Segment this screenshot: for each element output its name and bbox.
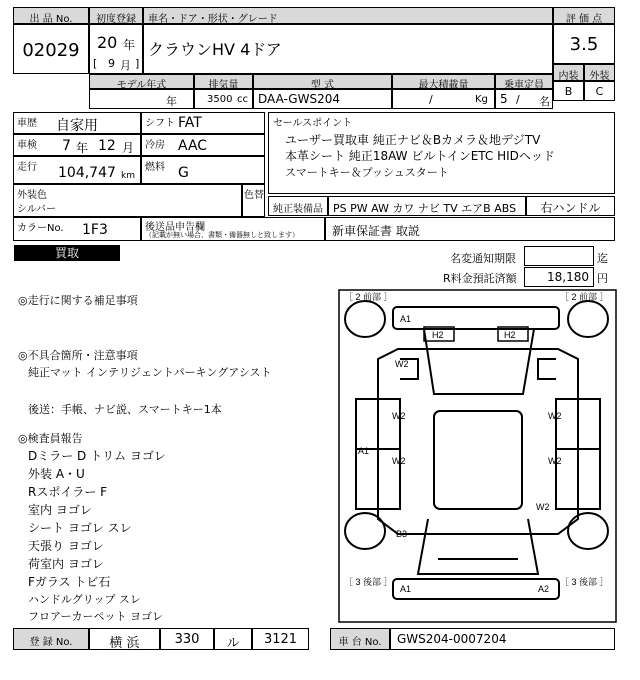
shift-label: シフト [145, 118, 175, 129]
ac-cell [141, 134, 265, 156]
rating-value: 3.5 [569, 34, 599, 55]
reg-class: 330 [174, 632, 200, 647]
damage-mark: A1 [400, 584, 412, 594]
inspection-label: 車検 [17, 140, 37, 151]
interior-grade-cell [553, 81, 584, 101]
interior-grade: B [564, 85, 573, 98]
reg-number: 3121 [263, 632, 298, 647]
lot-label-cell [13, 7, 89, 24]
inspector-header: ◎検査員報告 [18, 432, 83, 445]
lot-number: 02029 [22, 40, 80, 61]
steering-value: 右ハンドル [540, 201, 601, 215]
reg-month-close: ] [135, 57, 140, 70]
model-header-cell [143, 7, 553, 24]
damage-mark: W2 [392, 411, 406, 421]
damage-mark: W2 [548, 411, 562, 421]
fuel-cell [141, 156, 265, 184]
ac-label: 冷房 [145, 140, 165, 151]
first-reg-label-cell [89, 7, 143, 24]
inspector-line: 天張り ヨゴレ [28, 539, 104, 553]
damage-mark: H2 [504, 330, 516, 340]
inspection-year: 7 [62, 138, 71, 154]
reg-region-cell [89, 628, 160, 650]
load-cell [392, 89, 495, 109]
lot-number-cell [13, 24, 89, 74]
equipment-value-cell [328, 196, 526, 216]
type-label-cell [253, 74, 392, 89]
chassis-value: GWS204-0007204 [397, 632, 507, 646]
reg-year-unit: 年 [123, 38, 136, 52]
color-label: 外装色 [17, 190, 47, 201]
reg-class-cell [160, 628, 214, 650]
corner-rear-left: ［ 3 後部 ］ [344, 577, 393, 587]
sales-points-box [268, 112, 615, 194]
deadline-label: 名変通知期限 [450, 252, 516, 265]
exterior-grade: C [595, 85, 604, 98]
fuel-value: G [178, 165, 189, 181]
equipment-value: PS PW AW カワ ナビ TV エアB ABS [333, 202, 517, 215]
corner-rear-right: ［ 3 後部 ］ [560, 577, 609, 587]
inspection-cell [13, 134, 141, 156]
shift-cell [141, 112, 265, 134]
inspector-line: 荷室内 ヨゴレ [28, 557, 104, 571]
lot-label: 出 品 No. [29, 14, 73, 25]
displacement-value: 3500 [207, 94, 233, 105]
mileage-value: 104,747 [58, 165, 116, 181]
inspector-line: Dミラー D トリム ヨゴレ [28, 449, 166, 463]
chassis-label-cell [330, 628, 390, 650]
warranty-value: 新車保証書 取説 [332, 224, 420, 238]
inspector-line: 室内 ヨゴレ [28, 503, 92, 517]
model-name-cell [143, 24, 553, 74]
ac-value: AAC [178, 138, 208, 154]
damage-mark: W2 [548, 456, 562, 466]
first-reg-label: 初度登録 [96, 14, 136, 25]
inspector-line: Fガラス トビ石 [28, 575, 111, 589]
driving-notes-header: ◎走行に関する補足事項 [18, 294, 138, 307]
capacity-label: 乗車定員 [504, 80, 544, 91]
damage-mark: W2 [395, 359, 409, 369]
deadline-suffix: 迄 [597, 252, 608, 265]
type-value: DAA-GWS204 [258, 92, 340, 106]
color-no-label: カラーNo. [17, 223, 64, 234]
aftermarket-cell [141, 217, 325, 241]
exterior-grade-cell [584, 81, 615, 101]
color-no-value: 1F3 [82, 222, 108, 238]
damage-mark: B3 [396, 529, 408, 539]
chassis-label: 車 台 No. [338, 637, 382, 648]
interior-label-cell [553, 64, 584, 81]
inspection-year-unit: 年 [76, 141, 89, 155]
warranty-cell [325, 217, 615, 241]
inspector-line: シート ヨゴレ スレ [28, 521, 132, 535]
damage-mark: A1 [400, 314, 412, 324]
aftermarket-label: 後送品申告欄 [145, 222, 205, 233]
displacement-label-cell [194, 74, 253, 89]
interior-label: 内装 [558, 71, 579, 82]
reg-kana-cell [214, 628, 252, 650]
deadline-box [524, 246, 594, 266]
sales-point-line: スマートキー＆プッシュスタート [285, 166, 449, 179]
rating-label: 評 価 点 [565, 14, 603, 25]
color-cell [13, 184, 242, 217]
aftermarket-note: （記載が無い場合、書類・備器無しと致します） [145, 231, 299, 239]
capacity-cell [495, 89, 553, 109]
inspector-line: フロアーカーペット ヨゴレ [28, 610, 163, 623]
reg-label: 登 録 No. [29, 637, 73, 648]
load-label-cell [392, 74, 495, 89]
inspector-line: 外装 A・U [28, 467, 85, 481]
mileage-cell [13, 156, 141, 184]
defects-header: ◎不具合箇所・注意事項 [18, 349, 138, 362]
equipment-label-cell [268, 196, 328, 216]
reg-month-unit: 月 [120, 59, 131, 72]
sales-point-line: ユーザー買取車 純正ナビ＆Bカメラ＆地デジTV [285, 133, 541, 147]
model-year-unit: 年 [166, 95, 177, 108]
sales-points-label: セールスポイント [273, 118, 353, 129]
recycle-unit: 円 [597, 272, 608, 285]
exterior-label: 外装 [589, 71, 610, 82]
type-label: 型 式 [310, 80, 335, 91]
load-unit: Kg [475, 94, 488, 105]
load-slash: / [429, 93, 433, 106]
reg-region: 横 浜 [109, 636, 140, 651]
history-value: 自家用 [56, 118, 98, 134]
equipment-label: 純正装備品 [273, 204, 323, 215]
inspection-month: 12 [98, 138, 116, 154]
model-year-label-cell [89, 74, 194, 89]
color-change-cell [242, 184, 265, 217]
sales-point-line: 本革シート 純正18AW ビルトインETC HIDヘッド [285, 149, 555, 163]
capacity-value: 5 [500, 92, 508, 106]
reg-year: 20 [97, 33, 118, 52]
color-value: シルバー [17, 204, 57, 215]
model-year-label: モデル年式 [116, 80, 167, 91]
displacement-unit: cc [237, 94, 248, 105]
defects-line: 純正マット インテリジェントパーキングアシスト [28, 366, 272, 379]
recycle-amount: 18,180 [547, 270, 589, 284]
load-label: 最大積載量 [418, 80, 469, 91]
displacement-cell [194, 89, 253, 109]
history-label: 車歴 [17, 118, 37, 129]
corner-front-right: ［ 2 前部 ］ [560, 292, 609, 302]
model-year-cell [89, 89, 194, 109]
displacement-label: 排気量 [208, 80, 239, 91]
capacity-unit: 名 [539, 95, 550, 108]
type-cell [253, 89, 392, 109]
mileage-label: 走行 [17, 162, 37, 173]
shift-value: FAT [178, 115, 202, 131]
damage-mark: A1 [358, 446, 370, 456]
damage-mark: H2 [432, 330, 444, 340]
after-delivery-line: 後送：手帳、ナビ説、スマートキー1本 [28, 403, 222, 416]
mileage-unit: km [121, 171, 135, 181]
recycle-label: R料金預託済額 [443, 272, 517, 285]
inspection-month-unit: 月 [122, 141, 135, 155]
car-damage-diagram [338, 289, 618, 624]
purchase-tag: 買取 [14, 245, 120, 261]
first-reg-cell [89, 24, 143, 74]
color-change-label: 色替 [244, 190, 264, 201]
rating-label-cell [553, 7, 615, 24]
damage-mark: W2 [536, 502, 550, 512]
damage-mark: W2 [392, 456, 406, 466]
reg-month: 9 [108, 57, 115, 70]
corner-front-left: ［ 2 前部 ］ [344, 292, 393, 302]
reg-month-open: [ [93, 57, 98, 70]
inspector-line: Rスポイラー F [28, 485, 108, 499]
history-cell [13, 112, 141, 134]
capacity-label-cell [495, 74, 553, 89]
color-no-cell [13, 217, 141, 241]
steering-cell [526, 196, 615, 216]
model-name: クラウンHV 4ドア [148, 40, 282, 59]
reg-number-cell [252, 628, 309, 650]
recycle-box [524, 267, 594, 287]
reg-kana: ル [226, 636, 240, 651]
chassis-cell [390, 628, 615, 650]
exterior-label-cell [584, 64, 615, 81]
reg-label-cell [13, 628, 89, 650]
fuel-label: 燃料 [145, 162, 165, 173]
model-header: 車名・ドア・形状・グレード [148, 14, 278, 25]
inspector-line: ハンドルグリップ スレ [28, 593, 141, 606]
rating-cell [553, 24, 615, 64]
damage-mark: A2 [538, 584, 550, 594]
capacity-slash: / [516, 93, 520, 106]
